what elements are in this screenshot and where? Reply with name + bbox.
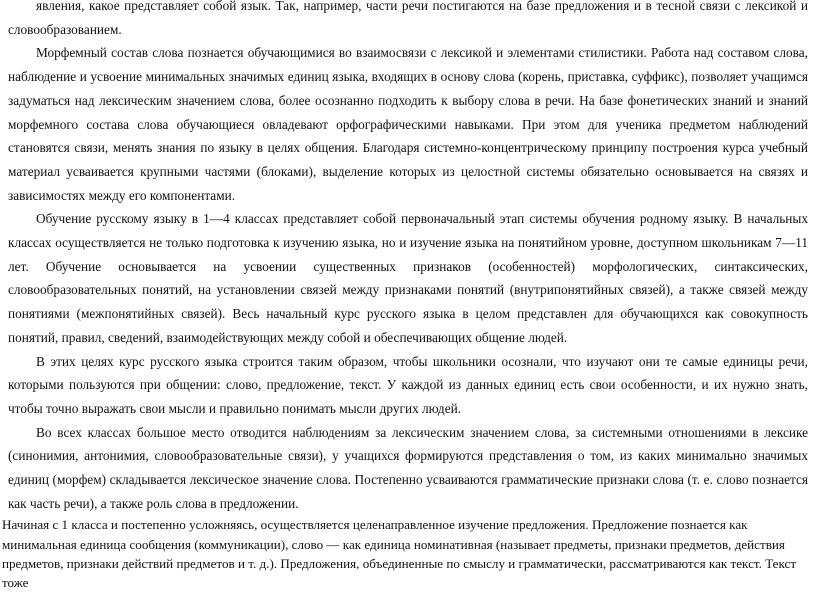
paragraph-4: В этих целях курс русского языка строится таким образом, чтобы школьники осознали, что изучают они те самые единицы речи, которыми пользуются при общении: слово, предложение, текст. У каждой из данных единиц есть свои особенности, и их нужно знать, чтобы точно выражать свои мысли и правильно понимать мысли других людей. <box>8 353 808 416</box>
paragraph-1: явления, какое представляет собой язык. Так, например, части речи постигаются на базе предложения и в тесной связи с лексикой и словообразованием. <box>8 0 808 37</box>
paragraph-3: Обучение русскому языку в 1—4 классах представляет собой первоначальный этап системы обучения родному языку. В начальных классах осуществляется не только подготовка к изучению языка, но и изучение языка на понятийном уровне, доступном школьникам 7—11 лет. Обучение основывается на усвоении существенных признаков (особенностей) морфологических, синтаксических, словообразовательных понятий, на установлении связей между признаками понятий (внутрипонятийных связей), а также связей между понятиями (межпонятийных связей). Весь начальный курс русского языка в целом представлен для обучающихся как совокупность понятий, правил, сведений, взаимодействующих между собой и обеспечивающих общение людей. <box>8 211 808 345</box>
paragraph-5: Во всех классах большое место отводится наблюдениям за лексическим значением слова, за системными отношениями в лексике (синонимия, антонимия, словообразовательные связи), у учащихся формируются представления о том, из каких минимально значимых единиц (морфем) складывается лексическое значение слова. Постепенно усваиваются грамматические признаки слова (т. е. слово познается как часть речи), а также роль слова в предложении. <box>8 424 808 511</box>
paragraph-6: Начиная с 1 класса и постепенно усложняясь, осуществляется целенаправленное изучение предложения. Предложение познается как минимальная единица сообщения (коммуникации), слово — как единица номинативная (называет предметы, признаки предметов, действия предметов, признаки действий предметов и т. д.). Предложения, объединенные по смыслу и грамматически, рассматриваются как текст. Текст тоже <box>2 517 797 591</box>
paragraph-2: Морфемный состав слова познается обучающимися во взаимосвязи с лексикой и элементами стилистики. Работа над составом слова, наблюдение и усвоение минимальных значимых единиц языка, входящих в основу слова (корень, приставка, суффикс), позволяет учащимся задуматься над лексическим значением слова, более осознанно подходить к выбору слова в речи. На базе фонетических знаний и знаний морфемного состава слова обучающиеся овладевают орфографическими навыками. При этом для ученика предметом наблюдений становятся связи, менять знания по языку в целях общения. Благодаря системно-концентрическому принципу построения курса учебный материал усваивается крупными частями (блоками), выделение которых из целостной системы обязательно основывается на связях и зависимостях между его компонентами. <box>8 45 808 203</box>
